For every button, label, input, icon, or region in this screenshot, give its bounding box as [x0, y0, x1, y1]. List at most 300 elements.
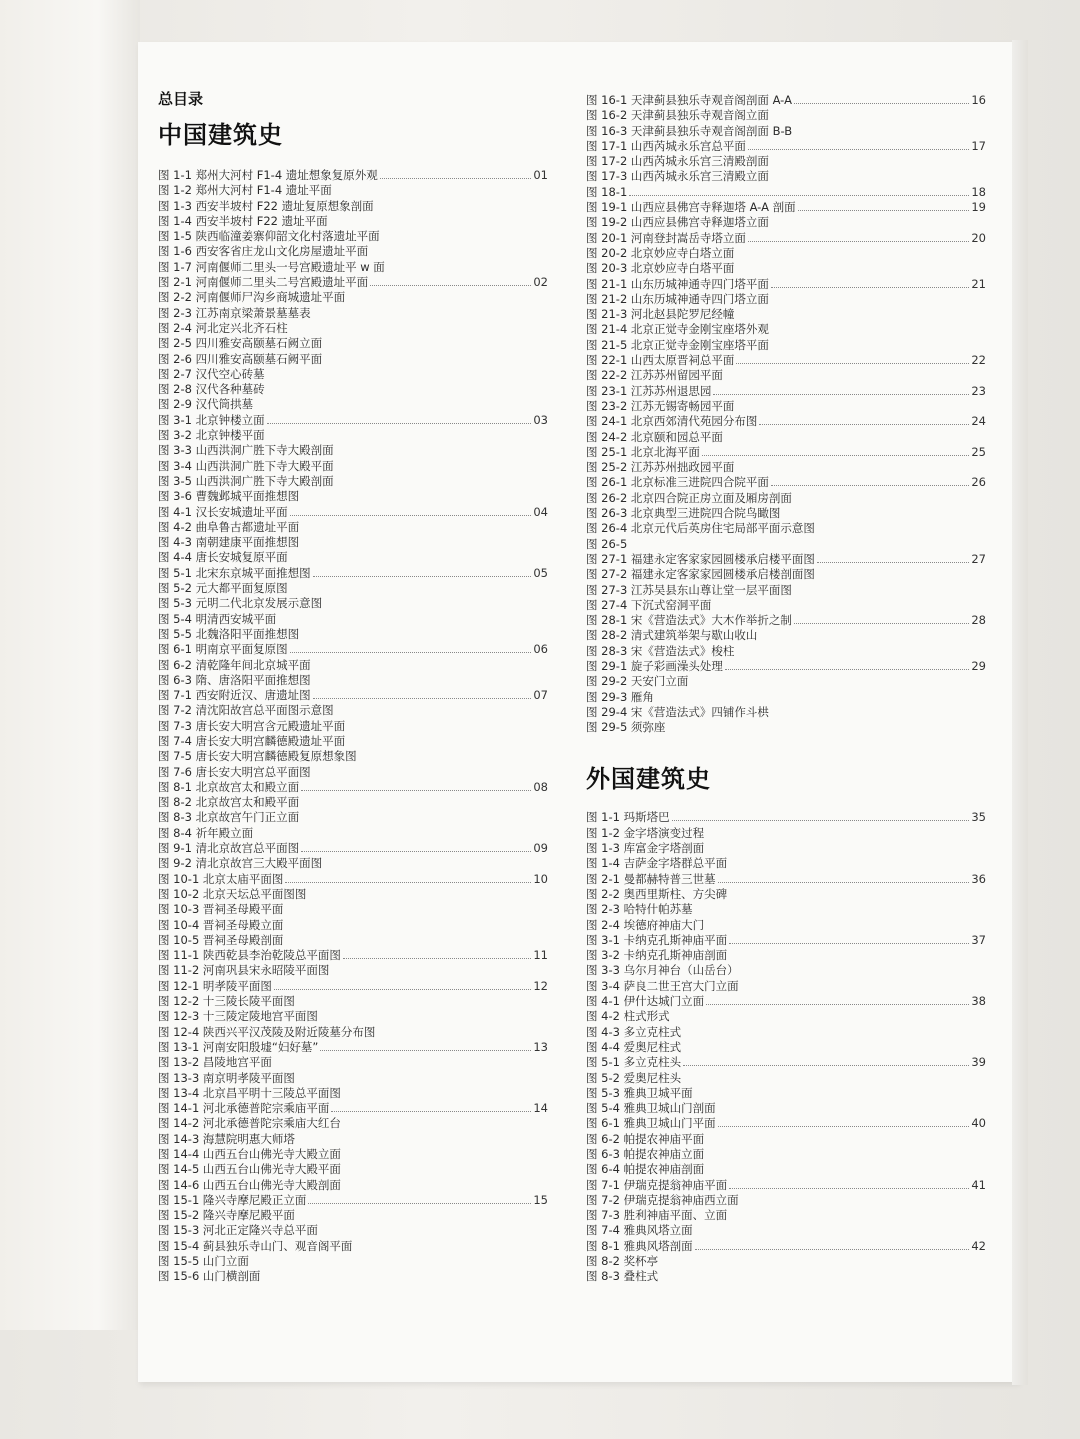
- toc-entry-title: 图 12-4 陕西兴平汉茂陵及附近陵墓分布图: [158, 1024, 376, 1039]
- toc-entry-title: 图 5-3 雅典卫城平面: [586, 1085, 693, 1100]
- toc-entry-title: 图 26-3 北京典型三进院四合院鸟瞰图: [586, 506, 781, 521]
- toc-entry: [586, 231, 986, 246]
- toc-leader-dots: [713, 394, 969, 395]
- toc-entry: [586, 445, 986, 460]
- toc-entry-page: 24: [971, 414, 986, 429]
- toc-entry-title: 图 12-3 十三陵定陵地宫平面图: [158, 1009, 318, 1024]
- toc-entry-title: 图 3-1 北京钟楼立面: [158, 412, 265, 427]
- toc-entry: [586, 628, 986, 643]
- toc-entry-page: 22: [971, 353, 986, 368]
- toc-entry: [586, 613, 986, 628]
- toc-entry-title: 图 6-1 明南京平面复原图: [158, 642, 288, 657]
- toc-leader-dots: [380, 178, 532, 179]
- toc-entry: [158, 902, 548, 917]
- toc-entry: [586, 322, 986, 337]
- toc-entry-title: 图 6-2 清乾隆年间北京城平面: [158, 657, 311, 672]
- toc-entry-title: 图 7-6 唐长安大明宫总平面图: [158, 764, 311, 779]
- toc-entry-title: 图 21-5 北京正觉寺金刚宝座塔平面: [586, 337, 769, 352]
- toc-entry-title: 图 29-3 雁角: [586, 689, 654, 704]
- toc-entry-title: 图 1-2 金字塔演变过程: [586, 825, 705, 840]
- toc-entry: [586, 1086, 986, 1101]
- toc-entry-title: 图 24-2 北京颐和园总平面: [586, 429, 723, 444]
- toc-entry-title: 图 3-1 卡纳克孔斯神庙平面: [586, 932, 728, 947]
- toc-entry-title: 图 7-2 伊瑞克提翁神庙西立面: [586, 1192, 739, 1207]
- toc-right-column: [586, 93, 986, 1285]
- toc-entry: [158, 1055, 548, 1070]
- toc-entry-page: 35: [971, 810, 986, 825]
- toc-entry: [158, 642, 548, 657]
- toc-entry: [586, 506, 986, 521]
- toc-leader-dots: [313, 576, 532, 577]
- toc-entry-title: 图 10-5 晋祠圣母殿剖面: [158, 932, 284, 947]
- toc-entry: [586, 215, 986, 230]
- toc-entry-title: 图 15-2 隆兴寺摩尼殿平面: [158, 1208, 295, 1223]
- toc-entry-page: 36: [971, 871, 986, 886]
- toc-entry: [158, 1223, 548, 1238]
- toc-heading: 总目录: [158, 90, 204, 108]
- toc-entry-title: 图 19-2 山西应县佛宫寺释迦塔立面: [586, 215, 769, 230]
- toc-entry-title: 图 15-5 山门立面: [158, 1254, 249, 1269]
- toc-entry-page: 26: [971, 475, 986, 490]
- toc-entry-title: 图 5-1 多立克柱头: [586, 1055, 682, 1070]
- toc-entry: [158, 214, 548, 229]
- toc-entry-title: 图 2-1 河南偃师二里头二号宫殿遗址平面: [158, 275, 369, 290]
- toc-entry: [158, 994, 548, 1009]
- toc-entry: [158, 1208, 548, 1223]
- toc-entry-title: 图 6-1 雅典卫城山门平面: [586, 1116, 716, 1131]
- toc-entry-title: 图 26-5: [586, 536, 628, 551]
- toc-leader-dots: [301, 790, 531, 791]
- toc-entry: [158, 321, 548, 336]
- toc-entry: [158, 1239, 548, 1254]
- toc-entry: [158, 734, 548, 749]
- toc-entry-title: 图 3-2 卡纳克孔斯神庙剖面: [586, 948, 728, 963]
- toc-entry-title: 图 2-8 汉代各种墓砖: [158, 382, 265, 397]
- toc-entry-title: 图 2-9 汉代筒拱墓: [158, 397, 254, 412]
- toc-entry: [158, 566, 548, 581]
- toc-entry: [158, 306, 548, 321]
- toc-entry: [158, 856, 548, 871]
- toc-entry-title: 图 14-6 山西五台山佛光寺大殿剖面: [158, 1177, 341, 1192]
- toc-entry-title: 图 28-2 清式建筑举架与歇山收山: [586, 628, 758, 643]
- toc-entry: [158, 1040, 548, 1055]
- toc-entry: [586, 826, 986, 841]
- toc-leader-dots: [285, 882, 531, 883]
- toc-entry-title: 图 21-3 河北赵县陀罗尼经幢: [586, 307, 735, 322]
- toc-entry-title: 图 16-2 天津蓟县独乐寺观音阁立面: [586, 108, 769, 123]
- toc-entry-title: 图 5-3 元明二代北京发展示意图: [158, 596, 323, 611]
- toc-entry: [586, 1269, 986, 1284]
- toc-entry: [586, 1055, 986, 1070]
- toc-entry-title: 图 4-4 唐长安城复原平面: [158, 550, 288, 565]
- toc-entry-title: 图 25-2 江苏苏州拙政园平面: [586, 460, 735, 475]
- toc-leader-dots: [718, 1126, 970, 1127]
- toc-entry: [158, 443, 548, 458]
- toc-entry-title: 图 14-5 山西五台山佛光寺大殿平面: [158, 1162, 341, 1177]
- toc-entry: [586, 1116, 986, 1131]
- toc-entry-page: 12: [533, 978, 548, 993]
- toc-entry: [158, 489, 548, 504]
- toc-entry-title: 图 3-4 萨良二世王宫大门立面: [586, 978, 739, 993]
- toc-entry-title: 图 15-3 河北正定隆兴寺总平面: [158, 1223, 318, 1238]
- toc-entry: [586, 292, 986, 307]
- toc-entry: [158, 367, 548, 382]
- toc-entry: [158, 948, 548, 963]
- toc-entry-title: 图 16-1 天津蓟县独乐寺观音阁剖面 A-A: [586, 93, 792, 107]
- toc-entry-page: 16: [971, 93, 986, 107]
- toc-entry-page: 02: [533, 275, 548, 290]
- toc-entry-page: 42: [971, 1238, 986, 1253]
- toc-entry-title: 图 29-5 须弥座: [586, 720, 666, 735]
- toc-leader-dots: [370, 285, 531, 286]
- toc-entry: [586, 1147, 986, 1162]
- toc-entry-title: 图 18-1: [586, 184, 628, 199]
- toc-entry-title: 图 2-4 河北定兴北齐石柱: [158, 320, 288, 335]
- toc-leader-dots: [817, 562, 969, 563]
- toc-entry: [586, 583, 986, 598]
- toc-entry-title: 图 7-2 清沈阳故宫总平面图示意图: [158, 703, 334, 718]
- toc-entry-page: 18: [971, 184, 986, 199]
- toc-entry: [158, 979, 548, 994]
- toc-entry-title: 图 1-3 西安半坡村 F22 遗址复原想象剖面: [158, 198, 374, 213]
- toc-entry: [158, 688, 548, 703]
- toc-list-chinese: [158, 168, 548, 1285]
- toc-entry-page: 28: [971, 613, 986, 628]
- toc-entry: [586, 1009, 986, 1024]
- toc-leader-dots: [798, 210, 970, 211]
- toc-entry-title: 图 29-4 宋《营造法式》四铺作斗栱: [586, 704, 769, 719]
- toc-entry-page: 41: [971, 1177, 986, 1192]
- toc-entry-title: 图 15-6 山门横剖面: [158, 1269, 261, 1284]
- toc-entry-title: 图 4-2 曲阜鲁古都遗址平面: [158, 519, 300, 534]
- toc-leader-dots: [729, 943, 969, 944]
- toc-entry-title: 图 1-4 西安半坡村 F22 遗址平面: [158, 213, 328, 228]
- toc-entry: [158, 1009, 548, 1024]
- toc-entry: [158, 1101, 548, 1116]
- toc-entry: [586, 93, 986, 108]
- toc-entry: [158, 749, 548, 764]
- toc-entry: [158, 596, 548, 611]
- toc-entry: [158, 673, 548, 688]
- toc-entry: [586, 856, 986, 871]
- toc-entry-title: 图 1-4 吉萨金字塔群总平面: [586, 856, 728, 871]
- toc-entry-page: 14: [533, 1101, 548, 1116]
- page-stack-edge: [1012, 40, 1028, 1385]
- toc-entry-page: 37: [971, 932, 986, 947]
- toc-entry-title: 图 4-3 多立克柱式: [586, 1024, 682, 1039]
- section-title-foreign: 外国建筑史: [586, 765, 711, 794]
- toc-entry-title: 图 15-4 蓟县独乐寺山门、观音阁平面: [158, 1238, 353, 1253]
- toc-entry-title: 图 2-3 哈特什帕苏墓: [586, 902, 693, 917]
- toc-leader-dots: [301, 851, 531, 852]
- toc-entry-page: 11: [533, 948, 548, 963]
- toc-entry-title: 图 2-6 四川雅安高颐墓石阙平面: [158, 351, 323, 366]
- toc-entry-title: 图 4-3 南朝建康平面推想图: [158, 535, 300, 550]
- toc-entry-page: 07: [533, 688, 548, 703]
- toc-entry: [586, 185, 986, 200]
- toc-entry-title: 图 8-4 祈年殿立面: [158, 825, 254, 840]
- toc-entry: [158, 1116, 548, 1131]
- toc-entry-title: 图 2-2 河南偃师尸沟乡商城遗址平面: [158, 290, 346, 305]
- toc-entry-title: 图 10-4 晋祠圣母殿立面: [158, 917, 284, 932]
- toc-entry: [586, 384, 986, 399]
- toc-entry: [586, 644, 986, 659]
- toc-entry: [158, 428, 548, 443]
- toc-entry-page: 01: [533, 168, 548, 182]
- toc-entry: [158, 765, 548, 780]
- toc-entry: [586, 1132, 986, 1147]
- toc-entry: [586, 674, 986, 689]
- toc-entry: [158, 581, 548, 596]
- toc-entry: [158, 872, 548, 887]
- toc-entry-page: 38: [971, 994, 986, 1009]
- toc-entry: [158, 336, 548, 351]
- toc-entry-title: 图 5-5 北魏洛阳平面推想图: [158, 626, 300, 641]
- toc-entry: [158, 505, 548, 520]
- toc-entry: [586, 261, 986, 276]
- toc-entry: [158, 918, 548, 933]
- toc-entry-page: 03: [533, 412, 548, 427]
- toc-entry-title: 图 8-1 雅典风塔剖面: [586, 1238, 693, 1253]
- toc-entry-page: 23: [971, 383, 986, 398]
- toc-entry-title: 图 2-2 奥西里斯柱、方尖碑: [586, 886, 728, 901]
- toc-entry-title: 图 5-4 雅典卫城山门剖面: [586, 1101, 716, 1116]
- toc-entry: [586, 430, 986, 445]
- toc-entry-title: 图 3-3 山西洪洞广胜下寺大殿剖面: [158, 443, 334, 458]
- toc-entry: [586, 705, 986, 720]
- toc-entry-page: 29: [971, 658, 986, 673]
- toc-entry: [586, 1223, 986, 1238]
- toc-entry: [586, 933, 986, 948]
- toc-entry-title: 图 27-4 下沉式窑洞平面: [586, 597, 712, 612]
- toc-leader-dots: [343, 958, 531, 959]
- toc-leader-dots: [629, 195, 969, 196]
- toc-entry: [158, 168, 548, 183]
- toc-entry-title: 图 14-1 河北承德普陀宗乘庙平面: [158, 1101, 330, 1116]
- toc-entry-title: 图 27-1 福建永定客家家园圆楼承启楼平面图: [586, 551, 815, 566]
- toc-entry-title: 图 3-5 山西洪洞广胜下寺大殿剖面: [158, 473, 334, 488]
- toc-entry-title: 图 7-1 西安附近汉、唐遗址图: [158, 688, 311, 703]
- toc-entry-title: 图 21-1 山东历城神通寺四门塔平面: [586, 276, 769, 291]
- toc-entry: [586, 1071, 986, 1086]
- toc-leader-dots: [706, 1004, 969, 1005]
- toc-leader-dots: [290, 515, 532, 516]
- toc-entry: [586, 368, 986, 383]
- toc-entry: [158, 397, 548, 412]
- toc-entry-title: 图 24-1 北京西郊清代苑园分布图: [586, 414, 758, 429]
- toc-entry-title: 图 10-3 晋祠圣母殿平面: [158, 902, 284, 917]
- toc-entry: [586, 598, 986, 613]
- toc-leader-dots: [320, 1050, 531, 1051]
- toc-entry-title: 图 10-2 北京天坛总平面图图: [158, 886, 307, 901]
- toc-entry: [586, 1208, 986, 1223]
- toc-entry-title: 图 4-2 柱式形式: [586, 1009, 670, 1024]
- toc-entry: [586, 841, 986, 856]
- toc-entry-title: 图 1-2 郑州大河村 F1-4 遗址平面: [158, 183, 332, 198]
- toc-entry-title: 图 2-3 江苏南京梁萧景墓墓表: [158, 305, 311, 320]
- toc-entry-title: 图 8-2 北京故宫太和殿平面: [158, 795, 300, 810]
- toc-entry-title: 图 22-2 江苏苏州留园平面: [586, 368, 723, 383]
- toc-entry-title: 图 21-2 山东历城神通寺四门塔立面: [586, 291, 769, 306]
- toc-entry: [158, 963, 548, 978]
- toc-entry: [586, 1101, 986, 1116]
- facing-page: [0, 0, 140, 1330]
- toc-entry-page: 05: [533, 565, 548, 580]
- toc-entry-title: 图 11-1 陕西乾县李治乾陵总平面图: [158, 948, 341, 963]
- toc-entry: [158, 520, 548, 535]
- toc-entry-title: 图 5-2 爱奥尼柱头: [586, 1070, 682, 1085]
- toc-entry-title: 图 16-3 天津蓟县独乐寺观音阁剖面 B-B: [586, 123, 793, 138]
- toc-entry: [158, 1086, 548, 1101]
- toc-entry: [586, 1239, 986, 1254]
- toc-entry: [586, 414, 986, 429]
- toc-entry-title: 图 9-2 清北京故宫三大殿平面图: [158, 856, 323, 871]
- toc-entry: [158, 1132, 548, 1147]
- toc-entry-title: 图 17-1 山西芮城永乐宫总平面: [586, 138, 746, 153]
- toc-entry: [586, 154, 986, 169]
- toc-leader-dots: [748, 149, 969, 150]
- toc-entry-title: 图 7-4 雅典风塔立面: [586, 1223, 693, 1238]
- toc-entry-title: 图 4-1 伊什达城门立面: [586, 994, 705, 1009]
- toc-leader-dots: [695, 1249, 970, 1250]
- section-title-chinese: 中国建筑史: [158, 121, 283, 149]
- toc-entry-title: 图 20-2 北京妙应寺白塔立面: [586, 245, 735, 260]
- toc-entry-page: 39: [971, 1055, 986, 1070]
- toc-entry-title: 图 5-4 明清西安城平面: [158, 611, 277, 626]
- toc-entry: [586, 887, 986, 902]
- toc-entry-title: 图 6-4 帕提农神庙剖面: [586, 1162, 705, 1177]
- toc-entry-title: 图 2-4 埃德府神庙大门: [586, 917, 705, 932]
- toc-entry: [158, 612, 548, 627]
- toc-entry-title: 图 4-4 爱奥尼柱式: [586, 1039, 682, 1054]
- toc-leader-dots: [672, 820, 970, 821]
- toc-entry-title: 图 20-3 北京妙应寺白塔平面: [586, 261, 735, 276]
- toc-entry-title: 图 25-1 北京北海平面: [586, 444, 700, 459]
- toc-entry: [158, 795, 548, 810]
- toc-entry-title: 图 26-2 北京四合院正房立面及厢房剖面: [586, 490, 792, 505]
- toc-entry-title: 图 29-2 天安门立面: [586, 674, 689, 689]
- toc-entry-title: 图 23-2 江苏无锡寄畅园平面: [586, 398, 735, 413]
- toc-entry: [586, 963, 986, 978]
- toc-entry: [158, 780, 548, 795]
- toc-list-chinese-continued: [586, 93, 986, 735]
- toc-entry-page: 08: [533, 779, 548, 794]
- toc-entry: [586, 338, 986, 353]
- toc-entry: [158, 1254, 548, 1269]
- toc-leader-dots: [794, 103, 969, 104]
- toc-entry: [586, 277, 986, 292]
- toc-entry-title: 图 8-3 北京故宫午门正立面: [158, 810, 300, 825]
- toc-entry-title: 图 5-2 元大都平面复原图: [158, 581, 288, 596]
- toc-entry: [158, 810, 548, 825]
- toc-entry: [158, 1147, 548, 1162]
- toc-entry: [586, 460, 986, 475]
- toc-leader-dots: [683, 1065, 969, 1066]
- toc-entry: [158, 550, 548, 565]
- toc-entry-title: 图 2-1 曼都赫特普三世墓: [586, 871, 716, 886]
- toc-entry-title: 图 7-1 伊瑞克提翁神庙平面: [586, 1177, 728, 1192]
- toc-entry: [586, 659, 986, 674]
- toc-entry: [158, 275, 548, 290]
- toc-entry-title: 图 13-2 昌陵地宫平面: [158, 1055, 272, 1070]
- toc-entry-title: 图 1-6 西安客省庄龙山文化房屋遗址平面: [158, 244, 369, 259]
- toc-entry-title: 图 13-4 北京昌平明十三陵总平面图: [158, 1085, 341, 1100]
- toc-entry: [158, 199, 548, 214]
- toc-entry-page: 25: [971, 444, 986, 459]
- toc-entry-title: 图 13-3 南京明孝陵平面图: [158, 1070, 295, 1085]
- toc-entry-title: 图 23-1 江苏苏州退思园: [586, 383, 712, 398]
- toc-entry-title: 图 13-1 河南安阳殷墟“妇好墓”: [158, 1039, 319, 1054]
- toc-entry: [586, 1025, 986, 1040]
- toc-entry: [158, 1162, 548, 1177]
- toc-entry-title: 图 2-7 汉代空心砖墓: [158, 366, 265, 381]
- toc-entry-title: 图 1-7 河南偃师二里头一号宫殿遗址平 w 面: [158, 259, 385, 274]
- toc-entry: [158, 933, 548, 948]
- toc-entry: [586, 491, 986, 506]
- toc-entry-title: 图 21-4 北京正觉寺金刚宝座塔外观: [586, 322, 769, 337]
- toc-entry-title: 图 7-5 唐长安大明宫麟德殿复原想象图: [158, 749, 357, 764]
- toc-entry-title: 图 1-5 陕西临潼姜寨仰韶文化村落遗址平面: [158, 229, 380, 244]
- toc-entry-title: 图 6-3 隋、唐洛阳平面推想图: [158, 672, 311, 687]
- toc-entry-title: 图 12-2 十三陵长陵平面图: [158, 994, 295, 1009]
- toc-entry: [586, 902, 986, 917]
- toc-entry: [586, 690, 986, 705]
- toc-entry-title: 图 1-1 郑州大河村 F1-4 遗址想象复原外观: [158, 168, 378, 182]
- toc-entry: [586, 200, 986, 215]
- toc-entry-page: 20: [971, 230, 986, 245]
- toc-entry-title: 图 7-4 唐长安大明宫麟德殿遗址平面: [158, 733, 346, 748]
- toc-entry: [158, 459, 548, 474]
- toc-entry: [586, 1193, 986, 1208]
- toc-leader-dots: [718, 882, 970, 883]
- toc-entry-title: 图 7-3 胜利神庙平面、立面: [586, 1208, 728, 1223]
- toc-entry: [586, 979, 986, 994]
- toc-entry: [158, 229, 548, 244]
- toc-entry-title: 图 10-1 北京太庙平面图: [158, 871, 284, 886]
- toc-leader-dots: [771, 485, 969, 486]
- toc-entry: [158, 1193, 548, 1208]
- toc-entry: [158, 1178, 548, 1193]
- toc-entry: [586, 810, 986, 825]
- toc-entry: [158, 826, 548, 841]
- toc-entry-title: 图 3-6 曹魏邺城平面推想图: [158, 489, 300, 504]
- toc-entry-title: 图 17-2 山西芮城永乐宫三清殿剖面: [586, 154, 769, 169]
- toc-entry-title: 图 4-1 汉长安城遗址平面: [158, 504, 288, 519]
- toc-entry: [158, 352, 548, 367]
- toc-entry: [586, 108, 986, 123]
- toc-entry-title: 图 17-3 山西芮城永乐宫三清殿立面: [586, 169, 769, 184]
- toc-entry: [586, 872, 986, 887]
- toc-leader-dots: [794, 623, 969, 624]
- toc-entry-page: 40: [971, 1116, 986, 1131]
- toc-entry-page: 06: [533, 642, 548, 657]
- toc-entry: [586, 246, 986, 261]
- toc-leader-dots: [725, 669, 969, 670]
- toc-entry-title: 图 29-1 旋子彩画澡头处理: [586, 658, 723, 673]
- toc-entry-title: 图 3-3 乌尔月神台（山岳台）: [586, 963, 739, 978]
- toc-entry: [158, 413, 548, 428]
- toc-entry-title: 图 27-3 江苏吴县东山尊让堂一层平面图: [586, 582, 792, 597]
- toc-entry: [586, 918, 986, 933]
- toc-entry-title: 图 7-3 唐长安大明宫含元殿遗址平面: [158, 718, 346, 733]
- toc-entry: [586, 353, 986, 368]
- toc-entry-title: 图 6-2 帕提农神庙平面: [586, 1131, 705, 1146]
- toc-leader-dots: [729, 1188, 969, 1189]
- toc-entry-title: 图 5-1 北宋东京城平面推想图: [158, 565, 311, 580]
- toc-entry: [158, 290, 548, 305]
- toc-entry-page: 19: [971, 200, 986, 215]
- toc-entry: [158, 535, 548, 550]
